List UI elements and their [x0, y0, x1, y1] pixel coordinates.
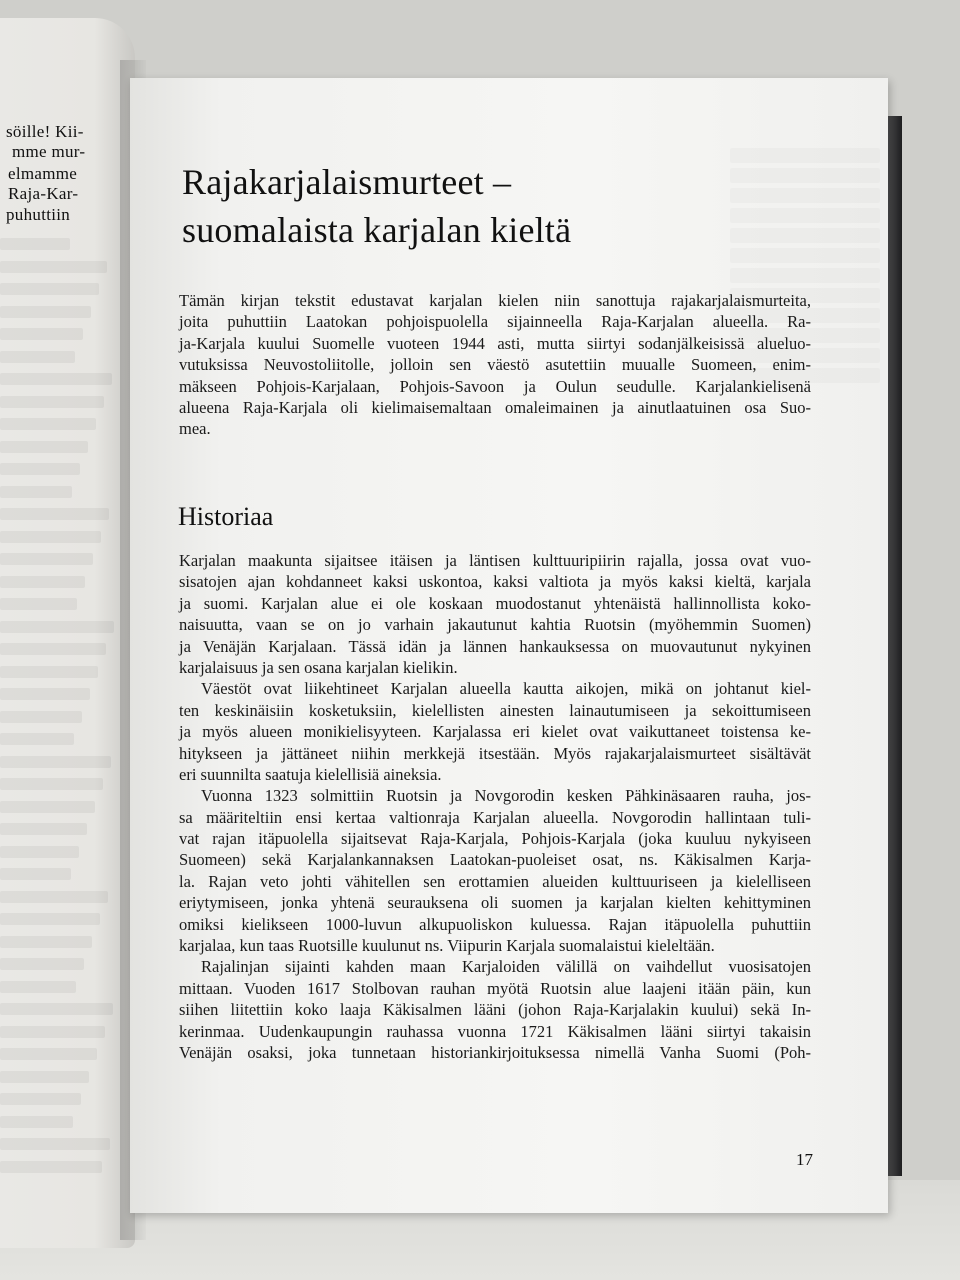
bleed-through-mark	[0, 1048, 97, 1060]
text-line: sa määriteltiin ensi kertaa valtionraja Karjalan alueella. Novgorodin hallintaan tuli-	[179, 807, 811, 827]
bleed-through-mark	[0, 1093, 81, 1105]
bleed-through-mark	[0, 576, 85, 588]
chapter-title-line: Rajakarjalaismurteet –	[182, 162, 512, 202]
bleed-through-mark	[0, 418, 96, 430]
bleed-through-mark	[730, 168, 880, 183]
bleed-through-mark	[730, 208, 880, 223]
left-page-line: söille! Kii-	[6, 122, 84, 141]
text-line: ten keskinäisiin kosketuksiin, kielellisten ainesten lainautumiseen ja sekoittumiseen	[179, 700, 811, 720]
right-page	[130, 78, 888, 1213]
bleed-through-mark	[0, 396, 104, 408]
history-section-body	[179, 550, 811, 1063]
section-heading: Historiaa	[178, 502, 274, 531]
text-line: Väestöt ovat liikehtineet Karjalan alueella kautta aikojen, mikä on johtanut kiel-	[201, 679, 811, 699]
bleed-through-mark	[0, 508, 109, 520]
bleed-through-mark	[0, 936, 92, 948]
text-line: la. Rajan veto johti vähitellen sen erottamien alueiden kulttuuriseen ja kielelliseen	[179, 871, 811, 891]
bleed-through-mark	[730, 248, 880, 263]
left-page-line: mme mur-	[12, 142, 86, 161]
bleed-through-mark	[0, 643, 106, 655]
text-line: karjalaa, kun taas Ruotsille kuulunut ns. Viipurin Karjala suomalaistui kieleltään.	[179, 936, 715, 956]
left-page-line: puhuttiin	[6, 205, 71, 224]
bleed-through-mark	[0, 868, 71, 880]
text-line: joita puhuttiin Laatokan pohjoispuolella sijainneella Raja-Karjalan alueella. Ra-	[179, 312, 811, 332]
text-line: Karjalan maakunta sijaitsee itäisen ja läntisen kulttuuripiirin rajalla, jossa ovat vuo-	[179, 551, 811, 570]
text-line: mäkseen Pohjois-Karjalaan, Pohjois-Savoon ja Oulun seudulle. Karjalankielisenä	[179, 376, 811, 396]
bleed-through-mark	[0, 351, 75, 363]
chapter-title-line: suomalaista karjalan kieltä	[182, 210, 572, 250]
bleed-through-mark	[0, 1161, 102, 1173]
bleed-through-mark	[0, 621, 114, 633]
bleed-through-mark	[730, 148, 880, 163]
bleed-through-mark	[0, 711, 82, 723]
bleed-through-mark	[0, 306, 91, 318]
text-line: eriytymiseen, jonka yhtenä seurauksena oli suomen ja karjalan kielten kehittyminen	[179, 893, 811, 913]
text-line: siihen liitettiin koko laaja Käkisalmen lääni (johon Raja-Karjalakin kuului) sekä In-	[179, 1000, 811, 1020]
text-line: mittaan. Vuoden 1617 Stolbovan rauhan myötä Ruotsin alue laajeni itään päin, kun	[179, 978, 811, 998]
bleed-through-mark	[0, 238, 70, 250]
bleed-through-mark	[0, 1071, 89, 1083]
text-line: kerinmaa. Uudenkaupungin rauhassa vuonna 1721 Käkisalmen lääni siirtyi takaisin	[179, 1021, 811, 1041]
bleed-through-mark	[0, 666, 98, 678]
bleed-through-mark	[0, 328, 83, 340]
text-line: ja Venäjän Karjalaan. Tässä idän ja lännen hankauksessa on muovautunut nykyinen	[179, 636, 811, 656]
bleed-through-mark	[0, 531, 101, 543]
bleed-through-mark	[0, 553, 93, 565]
bleed-through-mark	[0, 441, 88, 453]
bleed-through-mark	[0, 981, 76, 993]
bleed-through-mark	[0, 1116, 73, 1128]
text-line: alueena Raja-Karjala oli kielimaisemaltaan omaleimainen ja ainutlaatuinen osa Suo-	[179, 397, 811, 417]
bleed-through-mark	[0, 778, 103, 790]
text-line: hitykseen ja jättäneet niihin merkkejä itsestään. Myös rajakarjalaismurteet sisältävät	[179, 743, 811, 763]
bleed-through-mark	[730, 228, 880, 243]
text-line: karjalaisuus ja sen osana karjalan kielikin.	[179, 657, 458, 677]
bleed-through-mark	[0, 373, 112, 385]
bleed-through-mark	[0, 733, 74, 745]
text-line: Tämän kirjan tekstit edustavat karjalan kielen niin sanottuja rajakarjalaismurteita,	[179, 291, 811, 310]
bleed-through-mark	[0, 283, 99, 295]
text-line: naisuutta, vaan se on jo varhain jakautunut kahtia Ruotsin (myöhemmin Suomen)	[179, 615, 811, 635]
text-line: ja suomi. Karjalan alue ei ole koskaan muodostanut yhtenäistä hallinnollista koko-	[179, 593, 811, 613]
left-page	[0, 18, 135, 1248]
bleed-through-mark	[0, 913, 100, 925]
text-line: mea.	[179, 419, 211, 439]
bleed-through-mark	[0, 463, 80, 475]
bleed-through-mark	[0, 486, 72, 498]
bleed-through-mark	[0, 1026, 105, 1038]
text-line: ja myös alueen monikielisyyteen. Karjalassa eri kielet ovat vaikuttaneet toistensa ke-	[179, 722, 811, 742]
text-line: vutuksissa Neuvostoliitolle, jolloin sen väestö asutettiin muualle Suomeen, enim-	[179, 355, 811, 375]
bleed-through-mark	[0, 823, 87, 835]
bleed-through-mark	[0, 958, 84, 970]
text-line: Suomeen) sekä Karjalankannaksen Laatokan-puoleiset osat, ns. Käkisalmen Karja-	[179, 850, 811, 870]
text-line: sisatojen ajan kohdanneet kaksi uskontoa, kaksi valtiota ja myös kaksi kieltä, karjala	[179, 572, 811, 592]
text-line: Rajalinjan sijainti kahden maan Karjaloiden välillä on vaihdellut vuosisatojen	[201, 957, 811, 977]
text-line: ja-Karjala kuului Suomelle vuoteen 1944 asti, mutta siirtyi sodanjälkeisissä alueluo-	[179, 333, 811, 353]
text-line: Vuonna 1323 solmittiin Ruotsin ja Novgorodin kesken Pähkinäsaaren rauha, jos-	[201, 786, 811, 806]
bleed-through-mark	[0, 598, 77, 610]
bleed-through-mark	[0, 846, 79, 858]
bleed-through-mark	[0, 891, 108, 903]
bleed-through-mark	[0, 688, 90, 700]
text-line: Venäjän osaksi, joka tunnetaan historiankirjoituksessa nimellä Vanha Suomi (Poh-	[179, 1042, 811, 1062]
text-line: vat rajan itäpuolella sijaitsevat Raja-Karjala, Pohjois-Karjala (joka kuuluu nykyiseen	[179, 829, 811, 849]
bleed-through-mark	[730, 268, 880, 283]
page-number: 17	[796, 1150, 813, 1169]
intro-paragraph	[179, 290, 811, 440]
text-line: eri suunnilta saatuja kielellisiä aineksia.	[179, 764, 442, 784]
bleed-through-mark	[0, 1003, 113, 1015]
bleed-through-mark	[0, 756, 111, 768]
chapter-title	[182, 158, 571, 254]
text-line: omiksi kielikseen 1000-luvun alkupuoliskon kuluessa. Rajan itäpuolella puhuttiin	[179, 914, 811, 934]
left-page-line: Raja-Kar-	[8, 184, 79, 203]
left-page-line: elmamme	[8, 164, 78, 183]
bleed-through-mark	[0, 261, 107, 273]
bleed-through-mark	[0, 1138, 110, 1150]
bleed-through-mark	[730, 188, 880, 203]
bleed-through-mark	[0, 801, 95, 813]
